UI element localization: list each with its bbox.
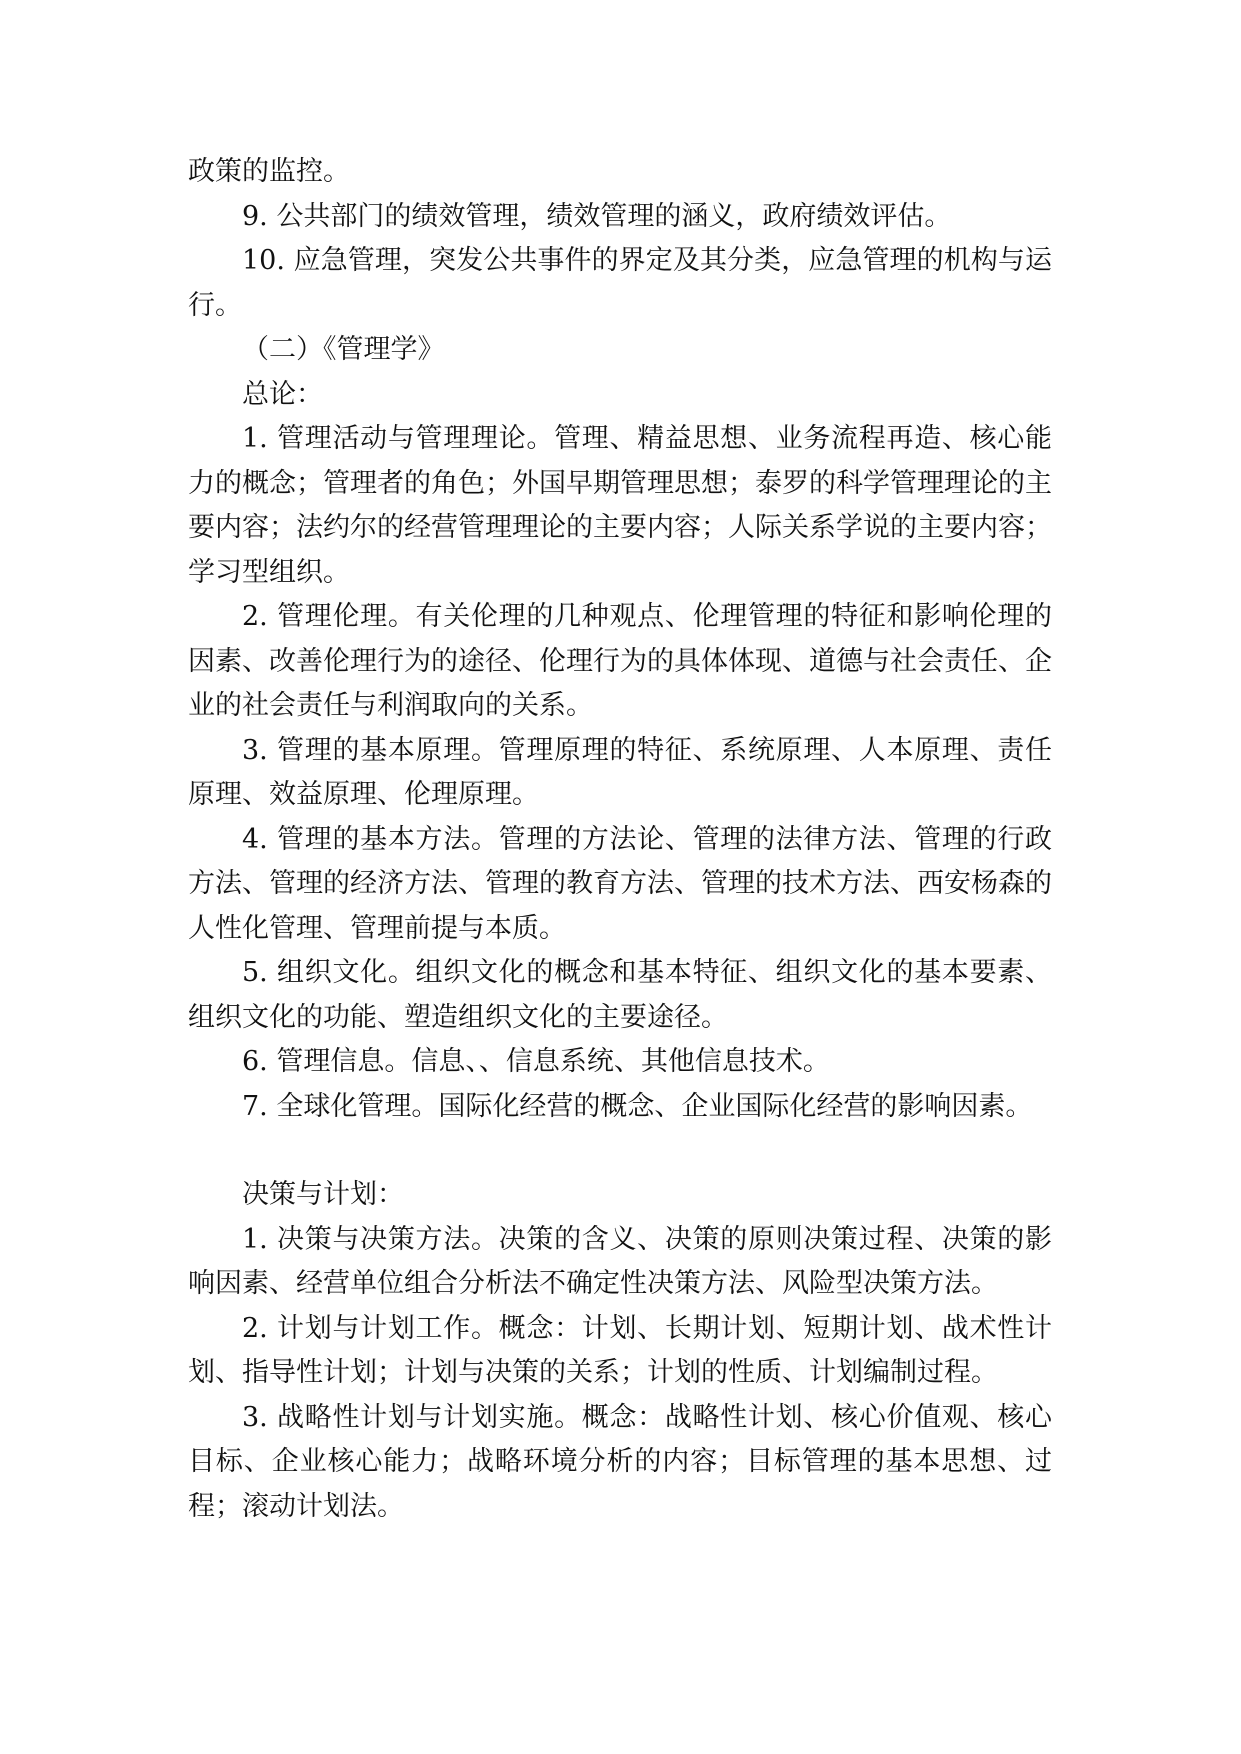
paragraph: 3. 战略性计划与计划实施。概念：战略性计划、核心价值观、核心目标、企业核心能力；战略环境分析的内容；目标管理的基本思想、过程；滚动计划法。 [188,1401,1052,1522]
paragraph: 10. 应急管理，突发公共事件的界定及其分类，应急管理的机构与运行。 [188,245,1052,321]
paragraph: 1. 决策与决策方法。决策的含义、决策的原则决策过程、决策的影响因素、经营单位组合分析法不确定性决策方法、风险型决策方法。 [188,1223,1052,1299]
paragraph: 9. 公共部门的绩效管理，绩效管理的涵义，政府绩效评估。 [242,200,952,232]
subsection-heading: 总论： [242,378,323,410]
paragraph: 2. 管理伦理。有关伦理的几种观点、伦理管理的特征和影响伦理的因素、改善伦理行为的途径、伦理行为的具体体现、道德与社会责任、企业的社会责任与利润取向的关系。 [188,601,1052,721]
subsection-heading: 决策与计划： [242,1179,404,1210]
paragraph: 政策的监控。 [188,156,350,187]
paragraph: 1. 管理活动与管理理论。管理、精益思想、业务流程再造、核心能力的概念；管理者的角色；外国早期管理思想；泰罗的科学管理理论的主要内容；法约尔的经营管理理论的主要内容；人际关系学说的主要内容；学习型组织。 [188,423,1052,588]
paragraph: 5. 组织文化。组织文化的概念和基本特征、组织文化的基本要素、组织文化的功能、塑造组织文化的主要途径。 [188,957,1052,1033]
blank-line [188,1129,1052,1173]
section-heading: （二）《管理学》 [242,334,445,365]
document-page [188,150,1052,1529]
paragraph: 6. 管理信息。信息、、信息系统、其他信息技术。 [242,1046,830,1077]
paragraph: 7. 全球化管理。国际化经营的概念、企业国际化经营的影响因素。 [242,1090,1033,1122]
paragraph: 4. 管理的基本方法。管理的方法论、管理的法律方法、管理的行政方法、管理的经济方法、管理的教育方法、管理的技术方法、西安杨森的人性化管理、管理前提与本质。 [188,823,1052,944]
paragraph: 3. 管理的基本原理。管理原理的特征、系统原理、人本原理、责任原理、效益原理、伦理原理。 [188,734,1052,810]
paragraph: 2. 计划与计划工作。概念：计划、长期计划、短期计划、战术性计划、指导性计划；计划与决策的关系；计划的性质、计划编制过程。 [188,1312,1052,1388]
